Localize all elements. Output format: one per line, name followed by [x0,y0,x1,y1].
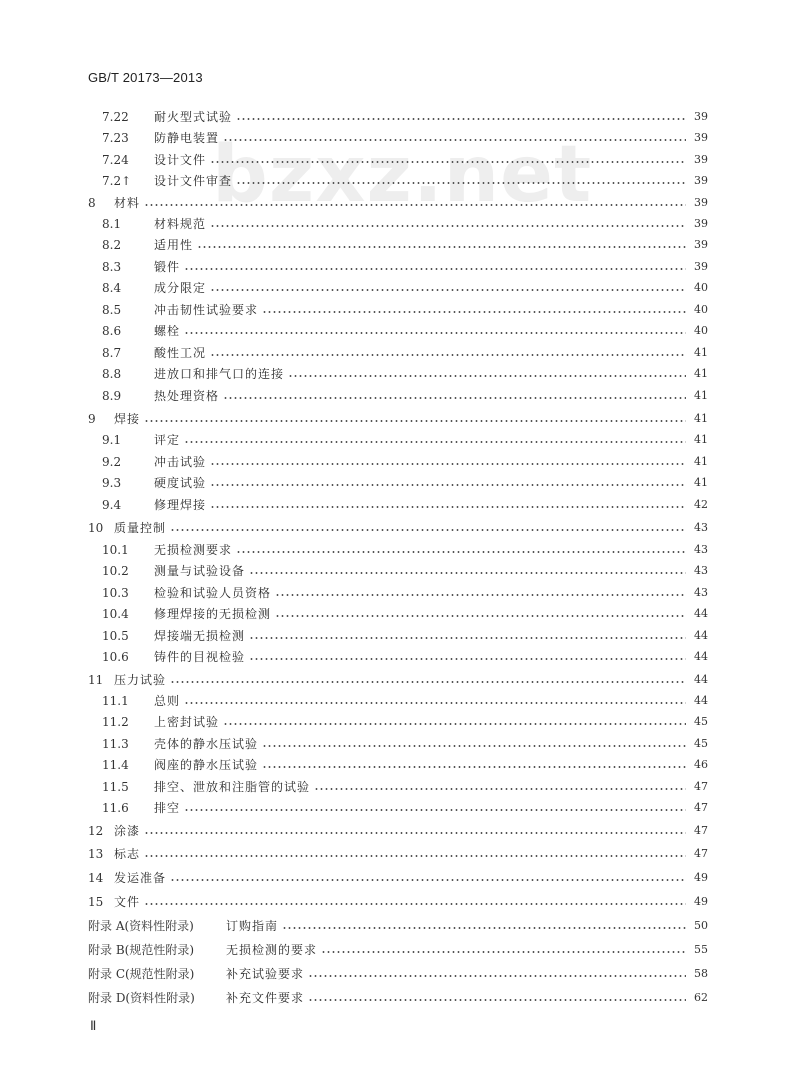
toc-leader-dots [249,637,686,639]
toc-entry-title: 评定 [154,433,181,447]
toc-entry-page: 49 [694,871,708,884]
toc-entry[interactable] [88,495,708,515]
toc-entry-page: 58 [694,967,708,980]
toc-entry-page: 47 [694,780,708,793]
toc-entry-page: 41 [694,433,708,446]
toc-leader-dots [210,484,686,486]
toc-entry[interactable] [88,691,708,711]
toc-entry-title: 发运准备 [114,871,167,885]
toc-entry-number: 附录 A(资料性附录) [88,919,194,933]
toc-entry-number: 8.8 [102,367,122,381]
toc-entry-page: 41 [694,412,708,425]
toc-entry-title: 焊接 [114,412,141,426]
toc-entry[interactable] [88,430,708,450]
toc-leader-dots [282,927,686,929]
toc-entry-title: 修理焊接 [154,498,207,512]
toc-leader-dots [236,551,686,553]
toc-leader-dots [170,529,686,531]
toc-entry-title: 总则 [154,694,181,708]
toc-leader-dots [184,268,686,270]
toc-entry[interactable] [88,150,708,170]
toc-entry[interactable] [88,734,708,754]
toc-entry-title: 订购指南 [226,919,279,933]
toc-entry[interactable] [88,452,708,472]
toc-entry[interactable] [88,409,708,429]
toc-entry[interactable] [88,321,708,341]
toc-entry[interactable] [88,540,708,560]
toc-entry-number: 15 [88,895,104,909]
toc-leader-dots [275,594,686,596]
toc-entry-page: 45 [694,715,708,728]
toc-entry-title: 冲击试验 [154,455,207,469]
toc-entry-number: 11.5 [102,780,129,794]
toc-entry-number: 8.1 [102,217,122,231]
toc-entry-title: 壳体的静水压试验 [154,737,259,751]
toc-entry-number: 9 [88,412,96,426]
toc-entry-title: 文件 [114,895,141,909]
standard-code-header: GB/T 20173—2013 [88,70,203,85]
toc-leader-dots [210,225,686,227]
toc-leader-dots [184,702,686,704]
toc-entry[interactable] [88,798,708,818]
toc-entry-page: 41 [694,455,708,468]
toc-entry-title: 成分限定 [154,281,207,295]
toc-entry-title: 热处理资格 [154,389,220,403]
toc-entry-title: 补充试验要求 [226,967,305,981]
toc-leader-dots [223,139,686,141]
toc-entry[interactable] [88,193,708,213]
toc-entry[interactable] [88,171,708,191]
toc-entry-number: 10 [88,521,104,535]
toc-entry-title: 上密封试验 [154,715,220,729]
toc-leader-dots [184,332,686,334]
toc-entry-page: 62 [694,991,708,1004]
toc-entry-page: 39 [694,238,708,251]
toc-leader-dots [210,289,686,291]
toc-entry-page: 44 [694,650,708,663]
toc-leader-dots [170,879,686,881]
toc-entry-number: 11.3 [102,737,129,751]
toc-entry-title: 适用性 [154,238,194,252]
toc-entry-page: 43 [694,543,708,556]
toc-leader-dots [236,118,686,120]
toc-entry-page: 40 [694,303,708,316]
toc-entry-page: 39 [694,131,708,144]
toc-entry-number: 8.3 [102,260,122,274]
toc-entry-title: 锻件 [154,260,181,274]
toc-entry[interactable] [88,940,708,960]
toc-entry-page: 41 [694,346,708,359]
toc-entry-page: 39 [694,260,708,273]
toc-entry[interactable] [88,626,708,646]
toc-entry-number: 10.2 [102,564,129,578]
toc-entry-page: 47 [694,824,708,837]
toc-entry[interactable] [88,107,708,127]
toc-entry-number: 8.7 [102,346,122,360]
toc-entry-page: 39 [694,196,708,209]
toc-leader-dots [262,745,686,747]
toc-entry[interactable] [88,128,708,148]
toc-leader-dots [210,463,686,465]
toc-entry[interactable] [88,712,708,732]
toc-entry-page: 55 [694,943,708,956]
toc-entry-title: 无损检测要求 [154,543,233,557]
toc-entry[interactable] [88,473,708,493]
toc-leader-dots [144,420,686,422]
toc-entry-title: 排空 [154,801,181,815]
toc-entry-title: 修理焊接的无损检测 [154,607,272,621]
toc-entry[interactable] [88,670,708,690]
toc-entry-page: 39 [694,110,708,123]
toc-leader-dots [321,951,686,953]
toc-entry-title: 设计文件 [154,153,207,167]
toc-entry-title: 铸件的目视检验 [154,650,246,664]
toc-leader-dots [249,658,686,660]
toc-entry[interactable] [88,583,708,603]
toc-entry-page: 46 [694,758,708,771]
toc-entry-number: 7.2↑ [102,174,132,188]
toc-entry[interactable] [88,777,708,797]
toc-entry-title: 耐火型式试验 [154,110,233,124]
toc-entry-title: 质量控制 [114,521,167,535]
toc-entry[interactable] [88,844,708,864]
toc-entry-page: 42 [694,498,708,511]
toc-entry-page: 40 [694,324,708,337]
toc-entry-number: 11 [88,673,104,687]
toc-leader-dots [288,375,686,377]
toc-entry-page: 43 [694,521,708,534]
toc-entry-number: 11.4 [102,758,129,772]
toc-entry-page: 44 [694,673,708,686]
toc-leader-dots [144,204,686,206]
toc-entry-number: 9.4 [102,498,122,512]
toc-entry-number: 10.5 [102,629,129,643]
toc-entry-number: 7.22 [102,110,129,124]
toc-entry-page: 45 [694,737,708,750]
toc-entry-number: 9.2 [102,455,122,469]
toc-entry-number: 9.1 [102,433,122,447]
toc-entry[interactable] [88,214,708,234]
toc-entry[interactable] [88,988,708,1008]
toc-entry-number: 14 [88,871,104,885]
toc-leader-dots [144,832,686,834]
toc-entry-page: 39 [694,174,708,187]
toc-entry-title: 进放口和排气口的连接 [154,367,285,381]
toc-entry-title: 检验和试验人员资格 [154,586,272,600]
toc-entry[interactable] [88,868,708,888]
toc-leader-dots [262,766,686,768]
toc-entry[interactable] [88,343,708,363]
toc-entry[interactable] [88,561,708,581]
toc-entry-number: 11.2 [102,715,129,729]
toc-entry-title: 补充文件要求 [226,991,305,1005]
toc-leader-dots [223,397,686,399]
toc-entry-number: 10.1 [102,543,129,557]
toc-leader-dots [308,999,686,1001]
toc-entry-number: 附录 B(规范性附录) [88,943,194,957]
toc-entry-number: 8.5 [102,303,122,317]
toc-leader-dots [210,506,686,508]
toc-entry[interactable] [88,300,708,320]
toc-entry-number: 附录 C(规范性附录) [88,967,195,981]
toc-entry-title: 酸性工况 [154,346,207,360]
toc-entry-page: 47 [694,847,708,860]
toc-leader-dots [144,903,686,905]
toc-entry-title: 测量与试验设备 [154,564,246,578]
toc-leader-dots [210,161,686,163]
toc-entry[interactable] [88,604,708,624]
toc-leader-dots [210,354,686,356]
toc-entry-page: 39 [694,153,708,166]
toc-entry-title: 涂漆 [114,824,141,838]
toc-entry-title: 螺栓 [154,324,181,338]
toc-entry-title: 标志 [114,847,141,861]
site-watermark: bzxz.net [212,130,593,220]
toc-entry-page: 44 [694,607,708,620]
toc-entry-number: 8.2 [102,238,122,252]
toc-entry-number: 10.6 [102,650,129,664]
toc-leader-dots [223,723,686,725]
toc-entry-title: 排空、泄放和注脂管的试验 [154,780,311,794]
toc-entry-number: 7.23 [102,131,129,145]
toc-entry-number: 7.24 [102,153,129,167]
toc-entry-title: 设计文件审查 [154,174,233,188]
toc-entry-title: 冲击韧性试验要求 [154,303,259,317]
toc-leader-dots [262,311,686,313]
toc-entry-number: 11.1 [102,694,129,708]
toc-leader-dots [184,809,686,811]
toc-entry-title: 材料规范 [154,217,207,231]
toc-entry-page: 40 [694,281,708,294]
toc-entry-number: 10.4 [102,607,129,621]
toc-entry[interactable] [88,964,708,984]
toc-entry-page: 43 [694,564,708,577]
toc-entry-number: 13 [88,847,104,861]
toc-entry-title: 无损检测的要求 [226,943,318,957]
toc-entry[interactable] [88,278,708,298]
toc-leader-dots [314,788,686,790]
toc-leader-dots [170,681,686,683]
toc-entry-page: 39 [694,217,708,230]
toc-leader-dots [249,572,686,574]
toc-entry-number: 8 [88,196,96,210]
toc-leader-dots [308,975,686,977]
toc-entry-number: 8.4 [102,281,122,295]
toc-entry-title: 压力试验 [114,673,167,687]
toc-entry-number: 10.3 [102,586,129,600]
toc-leader-dots [184,441,686,443]
toc-entry[interactable] [88,821,708,841]
toc-leader-dots [144,855,686,857]
toc-entry-number: 8.6 [102,324,122,338]
toc-entry-number: 附录 D(资料性附录) [88,991,195,1005]
toc-entry-title: 材料 [114,196,141,210]
toc-entry-page: 41 [694,367,708,380]
toc-entry[interactable] [88,257,708,277]
toc-entry-page: 41 [694,476,708,489]
toc-entry-page: 50 [694,919,708,932]
toc-entry[interactable] [88,647,708,667]
toc-entry-page: 44 [694,694,708,707]
toc-entry-title: 焊接端无损检测 [154,629,246,643]
toc-entry[interactable] [88,892,708,912]
toc-entry-title: 阀座的静水压试验 [154,758,259,772]
toc-leader-dots [275,615,686,617]
toc-entry-page: 49 [694,895,708,908]
toc-entry[interactable] [88,916,708,936]
toc-entry-page: 44 [694,629,708,642]
toc-entry-number: 8.9 [102,389,122,403]
toc-entry-page: 43 [694,586,708,599]
toc-leader-dots [236,182,686,184]
toc-entry-title: 硬度试验 [154,476,207,490]
toc-entry-number: 9.3 [102,476,122,490]
toc-entry[interactable] [88,518,708,538]
toc-entry-number: 11.6 [102,801,129,815]
toc-entry-number: 12 [88,824,104,838]
toc-entry[interactable] [88,235,708,255]
toc-leader-dots [197,246,686,248]
toc-entry-title: 防静电装置 [154,131,220,145]
toc-entry[interactable] [88,386,708,406]
toc-entry[interactable] [88,364,708,384]
toc-entry-page: 41 [694,389,708,402]
page-number: Ⅱ [90,1018,97,1033]
toc-entry-page: 47 [694,801,708,814]
toc-entry[interactable] [88,755,708,775]
